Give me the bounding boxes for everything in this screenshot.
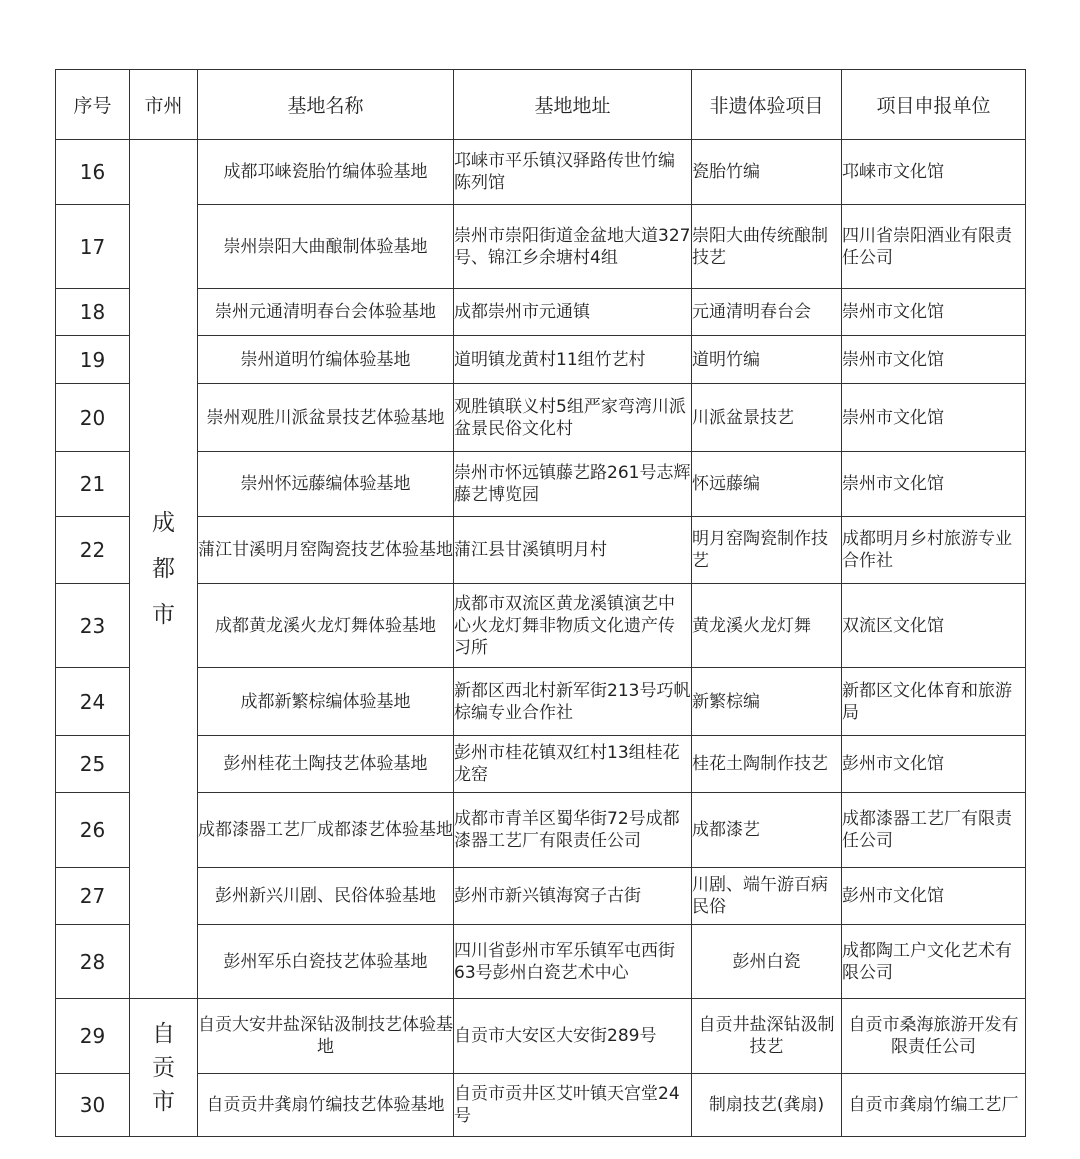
experience-item: 自贡井盐深钻汲制技艺 [692, 999, 842, 1074]
base-name: 成都邛崃瓷胎竹编体验基地 [198, 140, 454, 205]
base-address: 邛崃市平乐镇汉驿路传世竹编陈列馆 [454, 140, 692, 205]
base-name: 彭州新兴川剧、民俗体验基地 [198, 868, 454, 925]
table-row [56, 584, 1026, 668]
table-row [56, 668, 1026, 736]
base-name: 崇州道明竹编体验基地 [198, 336, 454, 384]
base-address: 成都市双流区黄龙溪镇演艺中心火龙灯舞非物质文化遗产传习所 [454, 584, 692, 668]
city-cell-zigong [130, 999, 198, 1137]
experience-item: 崇阳大曲传统酿制技艺 [692, 205, 842, 289]
applicant-unit: 邛崃市文化馆 [842, 140, 1026, 205]
header-base-name: 基地名称 [198, 70, 454, 140]
header-city: 市州 [130, 70, 198, 140]
base-name: 崇州崇阳大曲酿制体验基地 [198, 205, 454, 289]
header-applicant-unit: 项目申报单位 [842, 70, 1026, 140]
row-number: 28 [56, 925, 130, 999]
table-row [56, 736, 1026, 793]
base-name: 崇州元通清明春台会体验基地 [198, 289, 454, 336]
table-row [56, 517, 1026, 584]
table-row [56, 925, 1026, 999]
table-header-row [56, 70, 1026, 140]
table-row [56, 289, 1026, 336]
applicant-unit: 崇州市文化馆 [842, 384, 1026, 452]
row-number: 24 [56, 668, 130, 736]
table-row [56, 140, 1026, 205]
base-name: 自贡贡井龚扇竹编技艺体验基地 [198, 1074, 454, 1137]
table-row [56, 384, 1026, 452]
applicant-unit: 彭州市文化馆 [842, 736, 1026, 793]
row-number: 27 [56, 868, 130, 925]
header-experience-item: 非遗体验项目 [692, 70, 842, 140]
applicant-unit: 自贡市桑海旅游开发有限责任公司 [842, 999, 1026, 1074]
experience-item: 桂花土陶制作技艺 [692, 736, 842, 793]
row-number: 29 [56, 999, 130, 1074]
applicant-unit: 崇州市文化馆 [842, 289, 1026, 336]
city-name-chengdu: 成 都 市 [152, 510, 175, 628]
row-number: 25 [56, 736, 130, 793]
experience-item: 元通清明春台会 [692, 289, 842, 336]
table-row [56, 205, 1026, 289]
base-name: 成都新繁棕编体验基地 [198, 668, 454, 736]
base-address: 成都崇州市元通镇 [454, 289, 692, 336]
applicant-unit: 成都漆器工艺厂有限责任公司 [842, 793, 1026, 868]
experience-item: 道明竹编 [692, 336, 842, 384]
experience-item: 黄龙溪火龙灯舞 [692, 584, 842, 668]
experience-item: 制扇技艺(龚扇) [692, 1074, 842, 1137]
row-number: 17 [56, 205, 130, 289]
header-base-address: 基地地址 [454, 70, 692, 140]
base-address: 观胜镇联义村5组严家弯湾川派盆景民俗文化村 [454, 384, 692, 452]
row-number: 16 [56, 140, 130, 205]
base-address: 崇州市崇阳街道金盆地大道327号、锦江乡余塘村4组 [454, 205, 692, 289]
base-address: 道明镇龙黄村11组竹艺村 [454, 336, 692, 384]
header-no: 序号 [56, 70, 130, 140]
row-number: 18 [56, 289, 130, 336]
row-number: 22 [56, 517, 130, 584]
applicant-unit: 成都陶工户文化艺术有限公司 [842, 925, 1026, 999]
row-number: 21 [56, 452, 130, 517]
row-number: 26 [56, 793, 130, 868]
experience-item: 怀远藤编 [692, 452, 842, 517]
table-row [56, 1074, 1026, 1137]
table-row [56, 868, 1026, 925]
base-name: 蒲江甘溪明月窑陶瓷技艺体验基地 [198, 517, 454, 584]
base-address: 自贡市大安区大安街289号 [454, 999, 692, 1074]
base-name: 自贡大安井盐深钻汲制技艺体验基地 [198, 999, 454, 1074]
base-name: 彭州军乐白瓷技艺体验基地 [198, 925, 454, 999]
base-address: 成都市青羊区蜀华街72号成都漆器工艺厂有限责任公司 [454, 793, 692, 868]
applicant-unit: 崇州市文化馆 [842, 452, 1026, 517]
row-number: 20 [56, 384, 130, 452]
applicant-unit: 双流区文化馆 [842, 584, 1026, 668]
base-address: 彭州市桂花镇双红村13组桂花龙窑 [454, 736, 692, 793]
heritage-base-table [55, 69, 1026, 1137]
base-name: 成都漆器工艺厂成都漆艺体验基地 [198, 793, 454, 868]
table-row [56, 793, 1026, 868]
table-row [56, 336, 1026, 384]
row-number: 23 [56, 584, 130, 668]
experience-item: 瓷胎竹编 [692, 140, 842, 205]
experience-item: 明月窑陶瓷制作技艺 [692, 517, 842, 584]
experience-item: 新繁棕编 [692, 668, 842, 736]
table-row [56, 452, 1026, 517]
base-address: 自贡市贡井区艾叶镇天宫堂24号 [454, 1074, 692, 1137]
applicant-unit: 四川省崇阳酒业有限责任公司 [842, 205, 1026, 289]
applicant-unit: 成都明月乡村旅游专业合作社 [842, 517, 1026, 584]
applicant-unit: 新都区文化体育和旅游局 [842, 668, 1026, 736]
city-cell-chengdu [130, 140, 198, 999]
experience-item: 川派盆景技艺 [692, 384, 842, 452]
applicant-unit: 自贡市龚扇竹编工艺厂 [842, 1074, 1026, 1137]
city-name-zigong: 自 贡 市 [152, 1020, 175, 1115]
experience-item: 川剧、端午游百病民俗 [692, 868, 842, 925]
base-name: 成都黄龙溪火龙灯舞体验基地 [198, 584, 454, 668]
base-name: 崇州怀远藤编体验基地 [198, 452, 454, 517]
applicant-unit: 彭州市文化馆 [842, 868, 1026, 925]
base-address: 崇州市怀远镇藤艺路261号志辉藤艺博览园 [454, 452, 692, 517]
experience-item: 成都漆艺 [692, 793, 842, 868]
base-name: 彭州桂花土陶技艺体验基地 [198, 736, 454, 793]
experience-item: 彭州白瓷 [692, 925, 842, 999]
base-address: 四川省彭州市军乐镇军屯西街63号彭州白瓷艺术中心 [454, 925, 692, 999]
row-number: 19 [56, 336, 130, 384]
base-address: 彭州市新兴镇海窝子古街 [454, 868, 692, 925]
base-name: 崇州观胜川派盆景技艺体验基地 [198, 384, 454, 452]
base-address: 新都区西北村新军街213号巧帆棕编专业合作社 [454, 668, 692, 736]
table-row [56, 999, 1026, 1074]
applicant-unit: 崇州市文化馆 [842, 336, 1026, 384]
row-number: 30 [56, 1074, 130, 1137]
base-address: 蒲江县甘溪镇明月村 [454, 517, 692, 584]
